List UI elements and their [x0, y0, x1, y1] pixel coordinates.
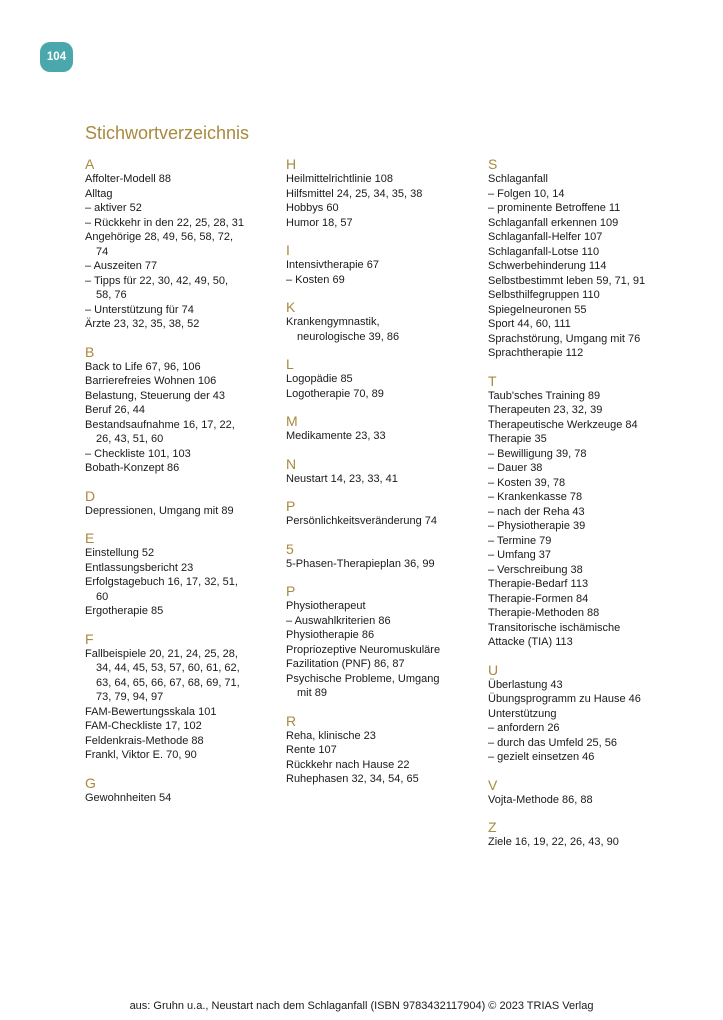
section-letter: K [286, 299, 296, 315]
index-section [286, 413, 476, 444]
index-entry: Unterstützung [488, 707, 557, 720]
index-entry: – anfordern 26 [488, 722, 560, 734]
index-entry: Therapie-Formen 84 [488, 592, 589, 605]
index-entry: Therapie-Bedarf 113 [488, 578, 589, 590]
index-column-1 [85, 156, 275, 817]
index-entry: – Rückkehr in den 22, 25, 28, 31 [85, 216, 244, 229]
index-entry: Humor 18, 57 [286, 216, 353, 229]
index-entry: – nach der Reha 43 [488, 505, 585, 518]
index-entry: Schlaganfall erkennen 109 [488, 216, 619, 229]
section-letter: I [286, 242, 290, 258]
section-letter: P [286, 498, 296, 514]
section-letter: U [488, 661, 499, 678]
index-entry: Vojta-Methode 86, 88 [488, 793, 593, 806]
index-entry: – Folgen 10, 14 [488, 187, 565, 200]
page-number-badge: 104 [40, 42, 73, 72]
index-entry: – Kosten 69 [286, 273, 345, 286]
index-entry: – Tipps für 22, 30, 42, 49, 50, [85, 274, 229, 287]
index-entry: – Physiotherapie 39 [488, 520, 586, 532]
index-entry: – Auszeiten 77 [85, 260, 158, 272]
index-entry: Propriozeptive Neuromuskuläre [286, 643, 441, 656]
index-entry: Back to Life 67, 96, 106 [85, 360, 201, 373]
index-entry: – Termine 79 [488, 534, 552, 547]
index-section [488, 156, 693, 361]
index-entry: Therapeutische Werkzeuge 84 [488, 418, 638, 431]
index-entry: neurologische 39, 86 [297, 330, 400, 343]
index-entry: 34, 44, 45, 53, 57, 60, 61, 62, [96, 662, 240, 674]
index-entry: Hilfsmittel 24, 25, 34, 35, 38 [286, 187, 423, 200]
index-entry: 63, 64, 65, 66, 67, 68, 69, 71, [96, 676, 240, 689]
index-section [488, 777, 693, 808]
index-section [286, 242, 476, 287]
index-entry: Schlaganfall [488, 173, 548, 185]
index-section [286, 299, 476, 344]
index-entry: Logopädie 85 [286, 373, 353, 385]
index-entry: 58, 76 [96, 289, 127, 301]
index-section [85, 775, 275, 806]
section-letter: B [85, 343, 95, 360]
index-entry: Attacke (TIA) 113 [488, 636, 573, 648]
index-section [85, 344, 275, 476]
index-section [286, 456, 476, 487]
index-entry: – Kosten 39, 78 [488, 476, 566, 489]
index-entry: 5-Phasen-Therapieplan 36, 99 [286, 557, 435, 570]
index-entry: Physiotherapeut [286, 600, 366, 612]
index-entry: Selbstbestimmt leben 59, 71, 91 [488, 274, 646, 287]
index-entry: Frankl, Viktor E. 70, 90 [85, 749, 197, 761]
index-entry: – Verschreibung 38 [488, 563, 583, 576]
index-entry: Depressionen, Umgang mit 89 [85, 504, 234, 517]
section-letter: S [488, 156, 498, 172]
index-entry: Sprachtherapie 112 [488, 347, 584, 359]
index-entry: – Unterstützung für 74 [85, 303, 194, 316]
index-entry: 73, 79, 94, 97 [96, 691, 164, 703]
section-letter: T [488, 372, 497, 389]
index-entry: – Bewilligung 39, 78 [488, 447, 587, 460]
index-entry: – prominente Betroffene 11 [488, 202, 621, 214]
section-letter: G [85, 774, 96, 791]
index-entry: FAM-Checkliste 17, 102 [85, 720, 202, 732]
index-entry: Ergotherapie 85 [85, 605, 164, 617]
index-section [286, 498, 476, 529]
index-entry: Reha, klinische 23 [286, 729, 376, 742]
index-entry: Hobbys 60 [286, 202, 339, 214]
section-letter: P [286, 583, 296, 599]
index-entry: 26, 43, 51, 60 [96, 433, 164, 445]
index-entry: Psychische Probleme, Umgang [286, 672, 440, 685]
index-section [488, 819, 693, 850]
index-entry: – gezielt einsetzen 46 [488, 751, 595, 763]
index-entry: Bobath-Konzept 86 [85, 462, 180, 474]
index-entry: Entlassungsbericht 23 [85, 561, 194, 574]
section-letter: A [85, 156, 95, 172]
index-entry: Persönlichkeitsveränderung 74 [286, 515, 438, 527]
section-letter: D [85, 487, 96, 504]
index-entry: Ärzte 23, 32, 35, 38, 52 [85, 318, 200, 330]
index-entry: Angehörige 28, 49, 56, 58, 72, [85, 231, 234, 243]
index-entry: Therapeuten 23, 32, 39 [488, 404, 603, 416]
index-section [488, 662, 693, 765]
index-section [286, 583, 476, 701]
section-letter: V [488, 776, 498, 793]
index-column-3 [488, 156, 693, 862]
index-entry: Fallbeispiele 20, 21, 24, 25, 28, [85, 647, 238, 660]
section-letter: R [286, 712, 297, 729]
index-entry: Rente 107 [286, 744, 337, 756]
section-letter: H [286, 156, 297, 172]
index-entry: – Dauer 38 [488, 462, 543, 474]
index-entry: Logotherapie 70, 89 [286, 387, 384, 400]
index-entry: Physiotherapie 86 [286, 629, 375, 641]
page-title: Stichwortverzeichnis [85, 123, 250, 143]
index-entry: 60 [96, 590, 109, 603]
index-entry: Belastung, Steuerung der 43 [85, 389, 226, 402]
index-entry: Krankengymnastik, [286, 316, 380, 328]
index-entry: Bestandsaufnahme 16, 17, 22, [85, 418, 235, 431]
index-entry: Schwerbehinderung 114 [488, 260, 607, 272]
index-section [286, 541, 476, 572]
index-entry: 74 [96, 245, 109, 258]
section-letter: M [286, 413, 298, 429]
section-letter: F [85, 630, 94, 647]
section-letter: 5 [286, 540, 294, 557]
index-entry: Taub'sches Training 89 [488, 389, 601, 402]
index-entry: Übungsprogramm zu Hause 46 [488, 693, 641, 705]
section-letter: L [286, 356, 294, 372]
index-entry: Ruhephasen 32, 34, 54, 65 [286, 773, 419, 785]
index-section [286, 356, 476, 401]
index-entry: Barrierefreies Wohnen 106 [85, 375, 217, 387]
index-entry: Rückkehr nach Hause 22 [286, 758, 410, 771]
index-entry: Sport 44, 60, 111 [488, 318, 571, 330]
index-entry: Neustart 14, 23, 33, 41 [286, 472, 398, 485]
section-letter: Z [488, 819, 497, 835]
index-entry: Sprachstörung, Umgang mit 76 [488, 332, 641, 345]
index-column-2 [286, 156, 476, 799]
index-entry: Spiegelneuronen 55 [488, 303, 587, 316]
index-entry: Affolter-Modell 88 [85, 173, 172, 185]
index-entry: Erfolgstagebuch 16, 17, 32, 51, [85, 576, 238, 588]
index-entry: Intensivtherapie 67 [286, 259, 379, 271]
index-entry: Überlastung 43 [488, 678, 563, 691]
index-entry: Schlaganfall-Lotse 110 [488, 245, 600, 258]
index-entry: Medikamente 23, 33 [286, 430, 386, 442]
index-entry: – Auswahlkriterien 86 [286, 614, 391, 627]
index-section [85, 530, 275, 619]
index-entry: – durch das Umfeld 25, 56 [488, 736, 618, 749]
index-entry: Therapie 35 [488, 433, 547, 445]
index-entry: Beruf 26, 44 [85, 404, 145, 416]
index-section [286, 156, 476, 230]
index-entry: Ziele 16, 19, 22, 26, 43, 90 [488, 836, 619, 848]
index-entry: – Umfang 37 [488, 549, 551, 561]
index-section [85, 488, 275, 519]
index-entry: Fazilitation (PNF) 86, 87 [286, 658, 405, 670]
index-section [85, 631, 275, 763]
index-section [488, 373, 693, 650]
index-entry: – Checkliste 101, 103 [85, 447, 191, 460]
index-entry: Therapie-Methoden 88 [488, 607, 600, 619]
index-entry: Transitorische ischämische [488, 621, 621, 634]
index-entry: Heilmittelrichtlinie 108 [286, 173, 393, 185]
section-letter: N [286, 455, 297, 472]
index-entry: FAM-Bewertungsskala 101 [85, 705, 217, 718]
section-letter: E [85, 530, 95, 546]
index-entry: – Krankenkasse 78 [488, 491, 583, 503]
index-entry: Schlaganfall-Helfer 107 [488, 231, 603, 243]
index-entry: Gewohnheiten 54 [85, 791, 172, 804]
index-entry: Feldenkrais-Methode 88 [85, 734, 204, 747]
index-section [85, 156, 275, 332]
index-section [286, 713, 476, 787]
index-entry: Einstellung 52 [85, 547, 155, 559]
footer-citation: aus: Gruhn u.a., Neustart nach dem Schlaganfall (ISBN 9783432117904) © 2023 TRIAS Verlag [129, 1000, 594, 1012]
index-entry: mit 89 [297, 687, 327, 699]
index-entry: Alltag [85, 187, 113, 200]
index-entry: Selbsthilfegruppen 110 [488, 289, 600, 301]
index-entry: – aktiver 52 [85, 202, 142, 214]
